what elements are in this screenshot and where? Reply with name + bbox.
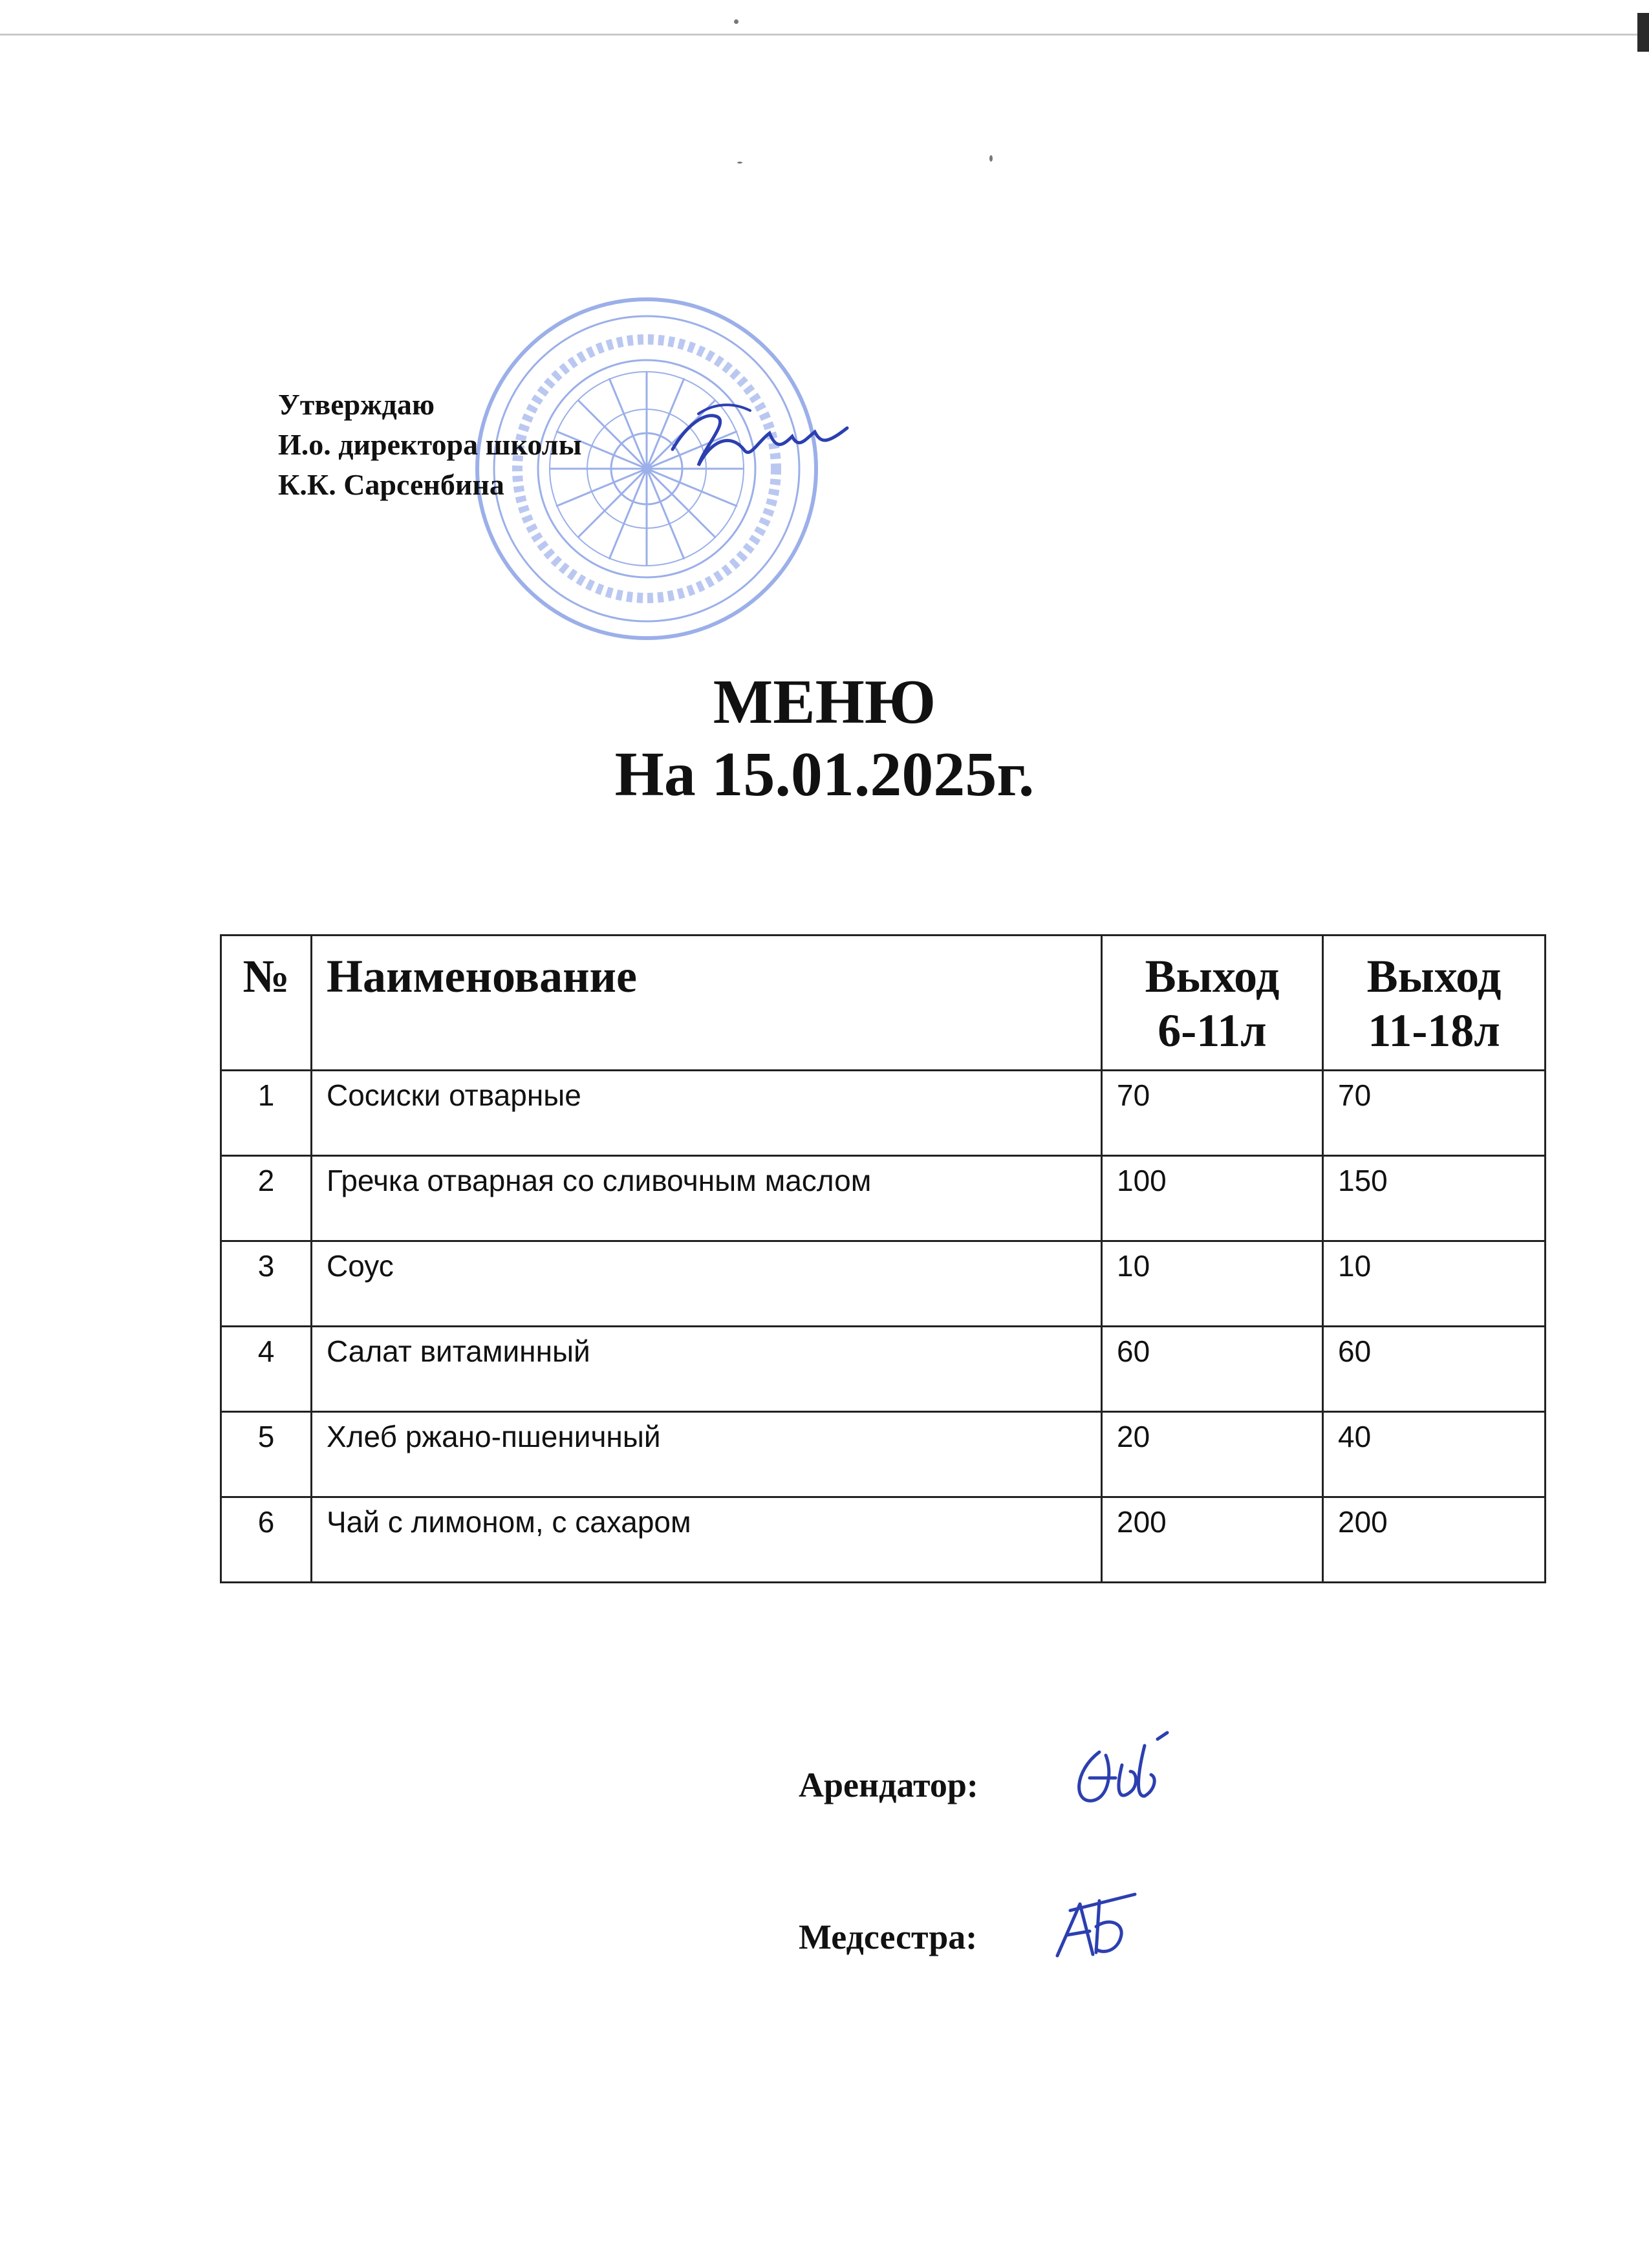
scan-speck <box>734 19 738 24</box>
header-output-6-11-age: 6-11л <box>1158 1005 1267 1056</box>
tenant-signature <box>1061 1726 1190 1823</box>
row-number: 2 <box>221 1156 312 1241</box>
table-row <box>221 1071 1546 1156</box>
output-6-11: 60 <box>1102 1327 1323 1412</box>
dish-name: Гречка отварная со сливочным маслом <box>312 1156 1102 1241</box>
header-output-6-11 <box>1102 936 1323 1071</box>
dish-name: Чай с лимоном, с сахаром <box>312 1497 1102 1583</box>
output-6-11: 70 <box>1102 1071 1323 1156</box>
output-6-11: 200 <box>1102 1497 1323 1583</box>
output-6-11: 20 <box>1102 1412 1323 1497</box>
table-row <box>221 1156 1546 1241</box>
scan-corner-mark <box>1637 13 1649 52</box>
output-11-18: 150 <box>1323 1156 1546 1241</box>
row-number: 4 <box>221 1327 312 1412</box>
output-6-11: 10 <box>1102 1241 1323 1327</box>
tenant-label: Арендатор: <box>799 1766 978 1804</box>
nurse-label: Медсестра: <box>799 1918 978 1956</box>
scan-border-line <box>0 34 1649 36</box>
menu-date: На 15.01.2025г. <box>614 740 1035 809</box>
table-header-row <box>221 936 1546 1071</box>
dish-name: Салат витаминный <box>312 1327 1102 1412</box>
scan-speck <box>737 162 742 164</box>
approval-heading: Утверждаю <box>278 388 435 421</box>
row-number: 5 <box>221 1412 312 1497</box>
row-number: 1 <box>221 1071 312 1156</box>
header-output-11-18-label: Выход <box>1366 950 1502 1002</box>
approval-position: И.о. директора школы <box>278 428 582 461</box>
dish-name: Соус <box>312 1241 1102 1327</box>
table-row <box>221 1327 1546 1412</box>
table-row <box>221 1497 1546 1583</box>
output-11-18: 60 <box>1323 1327 1546 1412</box>
header-name: Наименование <box>312 936 1102 1071</box>
output-6-11: 100 <box>1102 1156 1323 1241</box>
director-signature <box>660 388 854 485</box>
header-output-6-11-label: Выход <box>1145 950 1280 1002</box>
nurse-signature <box>1044 1885 1141 1969</box>
approval-block <box>278 385 581 505</box>
header-number: № <box>221 936 312 1071</box>
header-output-11-18 <box>1323 936 1546 1071</box>
document-title <box>0 666 1649 811</box>
scan-speck <box>989 155 993 162</box>
table-row <box>221 1241 1546 1327</box>
row-number: 6 <box>221 1497 312 1583</box>
dish-name: Сосиски отварные <box>312 1071 1102 1156</box>
menu-table <box>220 934 1546 1583</box>
row-number: 3 <box>221 1241 312 1327</box>
output-11-18: 200 <box>1323 1497 1546 1583</box>
approval-name: К.К. Сарсенбина <box>278 468 504 501</box>
header-output-11-18-age: 11-18л <box>1368 1005 1500 1056</box>
menu-heading: МЕНЮ <box>713 667 936 737</box>
output-11-18: 70 <box>1323 1071 1546 1156</box>
output-11-18: 40 <box>1323 1412 1546 1497</box>
dish-name: Хлеб ржано-пшеничный <box>312 1412 1102 1497</box>
output-11-18: 10 <box>1323 1241 1546 1327</box>
table-row <box>221 1412 1546 1497</box>
